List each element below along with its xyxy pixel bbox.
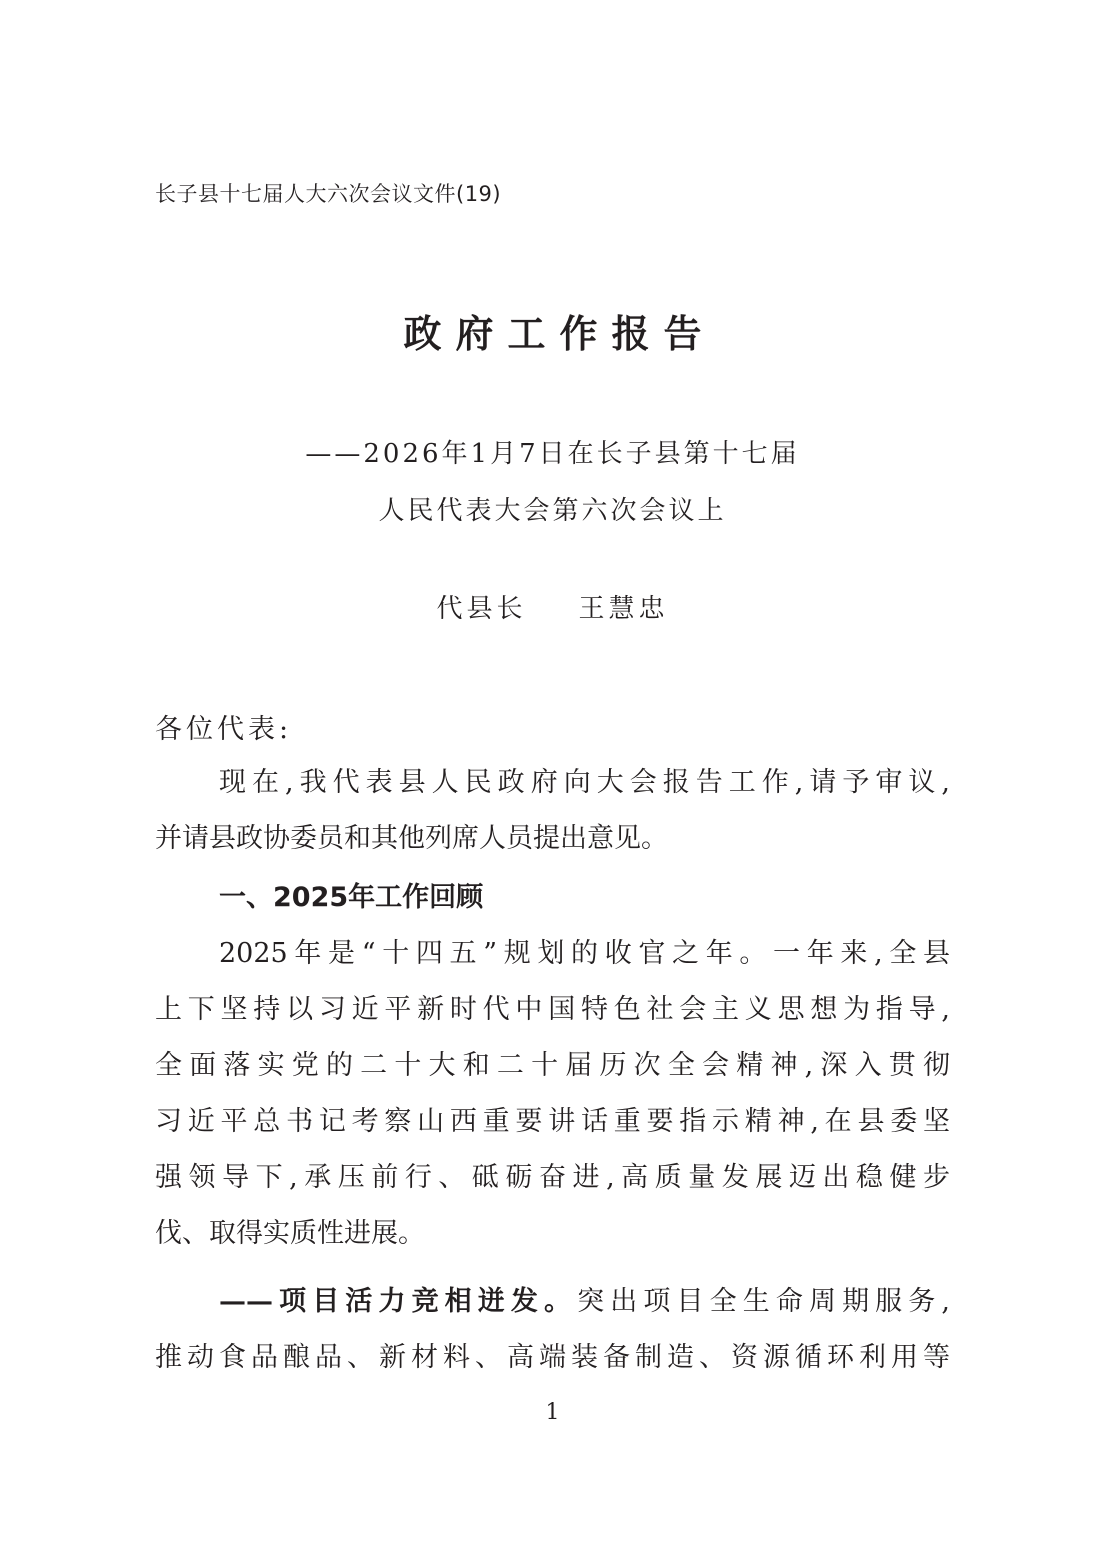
review-paragraph [155, 926, 950, 1262]
author-role: 代县长 [436, 594, 527, 624]
paragraph-line [155, 1274, 950, 1330]
salutation: 各位代表: [155, 714, 293, 745]
intro-paragraph [155, 755, 950, 867]
author-line [0, 588, 1105, 625]
paragraph-line: 全面落实党的二十大和二十届历次全会精神,深入贯彻 [155, 1050, 950, 1081]
page-number: 1 [545, 1400, 560, 1425]
project-line-rest: 突出项目全生命周期服务, [577, 1286, 950, 1317]
subtitle-line-2: 人民代表大会第六次会议上 [378, 496, 727, 526]
author-name: 王慧忠 [578, 594, 669, 624]
section-heading: 一、2025年工作回顾 [219, 882, 484, 913]
paragraph-line: 推动食品酿品、新材料、高端装备制造、资源循环利用等 [155, 1342, 950, 1373]
project-paragraph [155, 1274, 950, 1386]
document-title: 政府工作报告 [403, 312, 716, 356]
paragraph-line: 上下坚持以习近平新时代中国特色社会主义思想为指导, [155, 994, 950, 1025]
paragraph-line: 2025年是“十四五”规划的收官之年。一年来,全县 [219, 938, 950, 969]
paragraph-line: 并请县政协委员和其他列席人员提出意见。 [155, 823, 668, 854]
project-lead-heading: ——项目活力竞相迸发。 [219, 1286, 578, 1317]
paragraph-line: 强领导下,承压前行、砥砺奋进,高质量发展迈出稳健步 [155, 1162, 950, 1193]
paragraph-line: 习近平总书记考察山西重要讲话重要指示精神,在县委坚 [155, 1106, 950, 1137]
document-file-label: 长子县十七届人大六次会议文件(19) [155, 182, 502, 206]
paragraph-line: 伐、取得实质性进展。 [155, 1218, 425, 1249]
paragraph-line: 现在,我代表县人民政府向大会报告工作,请予审议, [219, 767, 950, 798]
subtitle-line-1: ——2026年1月7日在长子县第十七届 [305, 439, 800, 469]
